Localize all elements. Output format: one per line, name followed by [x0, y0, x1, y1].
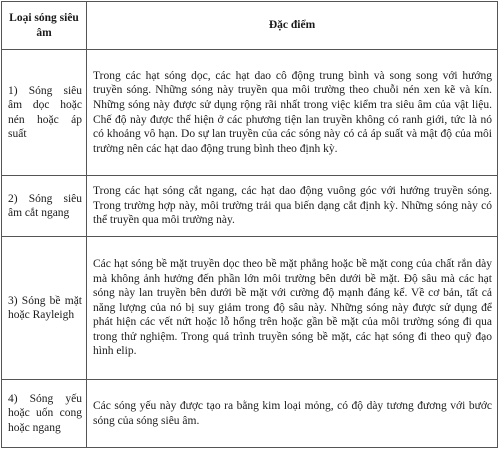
wave-features-cell: Trong các hạt sóng cắt ngang, các hạt dao động vuông góc với hướng truyền sóng. Trong trường hợp này, môi trường trải qua biến dạng cắt định kỳ. Những sóng này có thể truyền qua môi trường này. [87, 176, 498, 237]
table-row [2, 237, 498, 380]
table-row [2, 380, 498, 448]
table-header-row [2, 2, 498, 50]
header-wave-type: Loại sóng siêu âm [2, 2, 87, 50]
wave-features-cell: Các hạt sóng bề mặt truyền dọc theo bề mặt phẳng hoặc bề mặt cong của chất rắn dày mà không ảnh hưởng đến phần lớn môi trường bên dưới bề mặt. Độ sâu mà các hạt sóng này lan truyền bên dưới bề mặt với cường độ mạnh đáng kể. Về cơ bản, tất cả năng lượng của nó bị suy giảm trong độ sâu này. Những sóng này được sử dụng để phát hiện các vết nứt hoặc lỗ hổng trên hoặc gần bề mặt của môi trường sóng đi qua trong thử nghiệm. Trong quá trình truyền sóng bề mặt, các hạt sóng đi theo quỹ đạo hình elip. [87, 237, 498, 380]
wave-features-cell: Các sóng yếu này được tạo ra bằng kim loại mỏng, có độ dày tương đương với bước sóng của sóng siêu âm. [87, 380, 498, 448]
table-row [2, 176, 498, 237]
wave-features-cell: Trong các hạt sóng dọc, các hạt dao cô động trung bình và song song với hướng truyền sóng. Những sóng này truyền qua môi trường theo chuỗi nén xen kẽ và kín. Những sóng này được sử dụng rộng rãi nhất trong việc kiểm tra siêu âm của vật liệu. Chế độ này được thể hiện ở các phương tiện lan truyền không có ranh giới, tức là nó có khoảng vô hạn. Do sự lan truyền của các sóng này có cả áp suất và mật độ của môi trường nên các hạt dao động trung bình theo định kỳ. [87, 50, 498, 176]
wave-type-cell: 4) Sóng yếu hoặc uốn cong hoặc ngang [2, 380, 87, 448]
wave-type-cell: 1) Sóng siêu âm dọc hoặc nén hoặc áp suất [2, 50, 87, 176]
wave-type-cell: 2) Sóng siêu âm cắt ngang [2, 176, 87, 237]
wave-types-table [1, 1, 498, 448]
wave-type-cell: 3) Sóng bề mặt hoặc Rayleigh [2, 237, 87, 380]
table-row [2, 50, 498, 176]
header-features: Đặc điểm [87, 2, 498, 50]
